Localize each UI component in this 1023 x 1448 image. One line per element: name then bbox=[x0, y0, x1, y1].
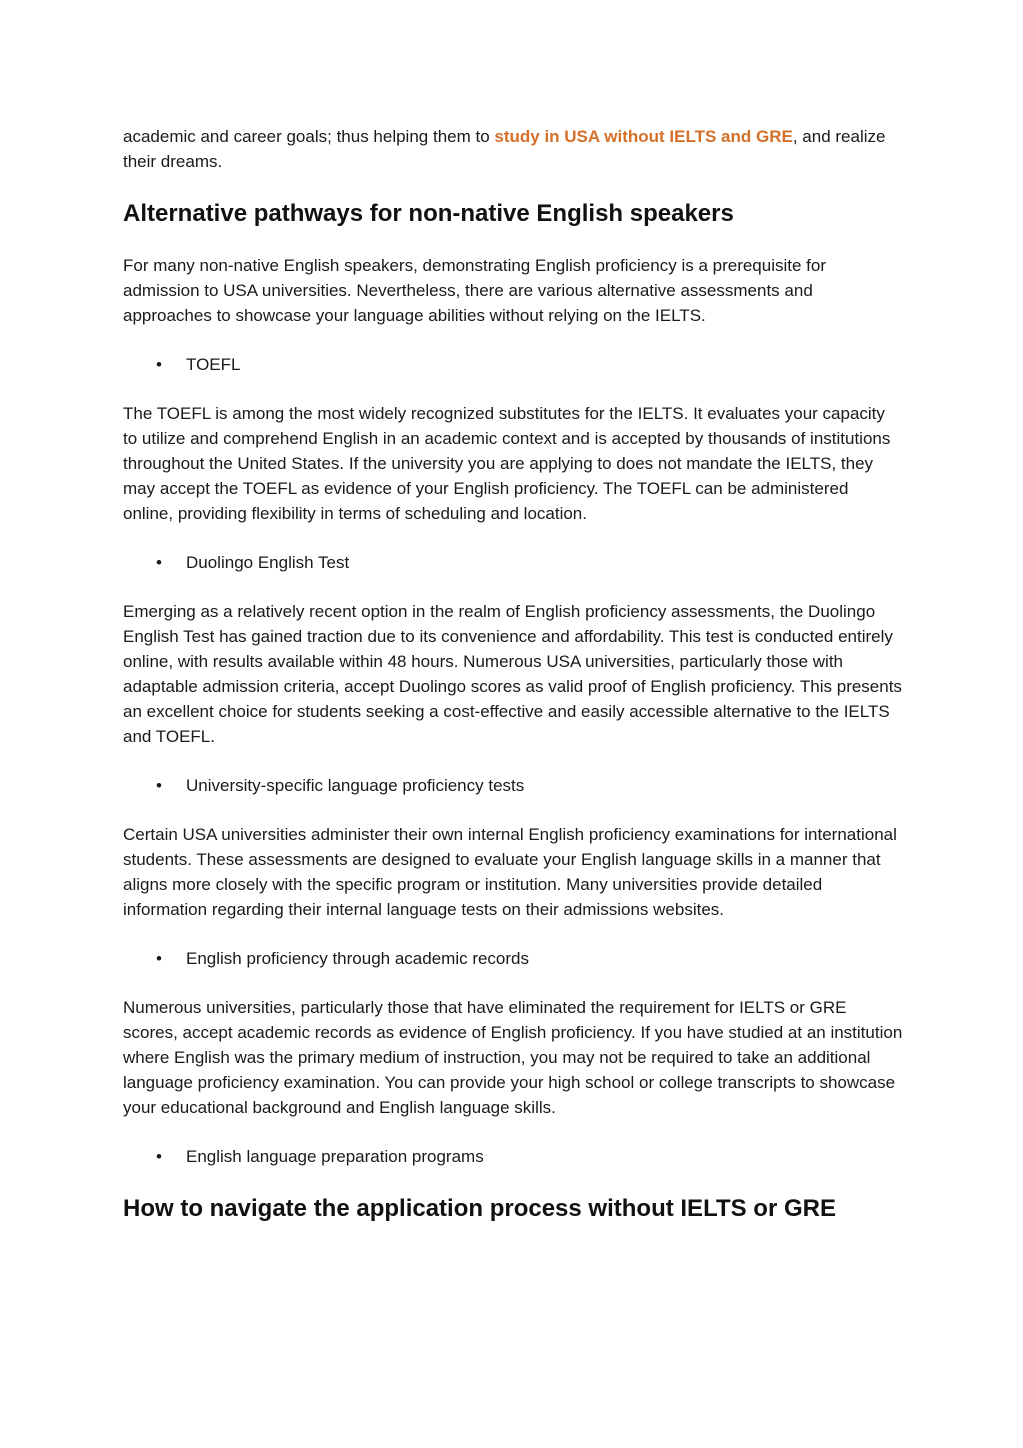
bullet-item-toefl bbox=[123, 352, 903, 377]
academic-records-paragraph: Numerous universities, particularly those that have eliminated the requirement for IELTS or GRE scores, accept academic records as evidence of English proficiency. If you have studied at an institution where English was the primary medium of instruction, you may not be required to take an additional language proficiency examination. You can provide your high school or college transcripts to showcase your educational background and English language skills. bbox=[123, 998, 903, 1117]
intro-text-after: , and realize their dreams. bbox=[123, 127, 886, 171]
bullet-dot-icon: • bbox=[156, 355, 162, 374]
intro-text-before: academic and career goals; thus helping them to bbox=[123, 127, 495, 146]
toefl-paragraph: The TOEFL is among the most widely recognized substitutes for the IELTS. It evaluates your capacity to utilize and comprehend English in an academic context and is accepted by thousands of institutions throughout the United States. If the university you are applying to does not mandate the IELTS, they may accept the TOEFL as evidence of your English proficiency. The TOEFL can be administered online, providing flexibility in terms of scheduling and location. bbox=[123, 404, 891, 523]
bullet-item-duolingo bbox=[123, 550, 903, 575]
bullet-dot-icon: • bbox=[156, 776, 162, 795]
bullet-dot-icon: • bbox=[156, 949, 162, 968]
intro-paragraph bbox=[123, 124, 903, 174]
university-tests-paragraph: Certain USA universities administer their own internal English proficiency examinations for international students. These assessments are designed to evaluate your English language skills in a manner that aligns more closely with the specific program or institution. Many universities provide detailed information regarding their internal language tests on their admissions websites. bbox=[123, 825, 897, 919]
document-page bbox=[123, 124, 903, 1225]
section-intro-paragraph: For many non-native English speakers, demonstrating English proficiency is a prerequisite for admission to USA universities. Nevertheless, there are various alternative assessments and approaches to showcase your language abilities without relying on the IELTS. bbox=[123, 256, 827, 325]
study-usa-link[interactable]: study in USA without IELTS and GRE bbox=[494, 127, 793, 146]
bullet-dot-icon: • bbox=[156, 553, 162, 572]
bullet-item-academic-records bbox=[123, 946, 903, 971]
bullet-item-university-tests bbox=[123, 773, 903, 798]
bullet-label: Duolingo English Test bbox=[186, 553, 350, 572]
bullet-label: English proficiency through academic records bbox=[186, 949, 530, 968]
section-heading-application-process: How to navigate the application process without IELTS or GRE bbox=[123, 1195, 836, 1222]
bullet-item-preparation-programs bbox=[123, 1144, 903, 1169]
bullet-dot-icon: • bbox=[156, 1147, 162, 1166]
bullet-label: English language preparation programs bbox=[186, 1147, 484, 1166]
duolingo-paragraph: Emerging as a relatively recent option in the realm of English proficiency assessments, the Duolingo English Test has gained traction due to its convenience and affordability. This test is conducted entirely online, with results available within 48 hours. Numerous USA universities, particularly those with adaptable admission criteria, accept Duolingo scores as valid proof of English proficiency. This presents an excellent choice for students seeking a cost-effective and easily accessible alternative to the IELTS and TOEFL. bbox=[123, 602, 902, 746]
bullet-label: TOEFL bbox=[186, 355, 241, 374]
section-heading-alternative-pathways: Alternative pathways for non-native English speakers bbox=[123, 200, 734, 227]
bullet-label: University-specific language proficiency tests bbox=[186, 776, 525, 795]
